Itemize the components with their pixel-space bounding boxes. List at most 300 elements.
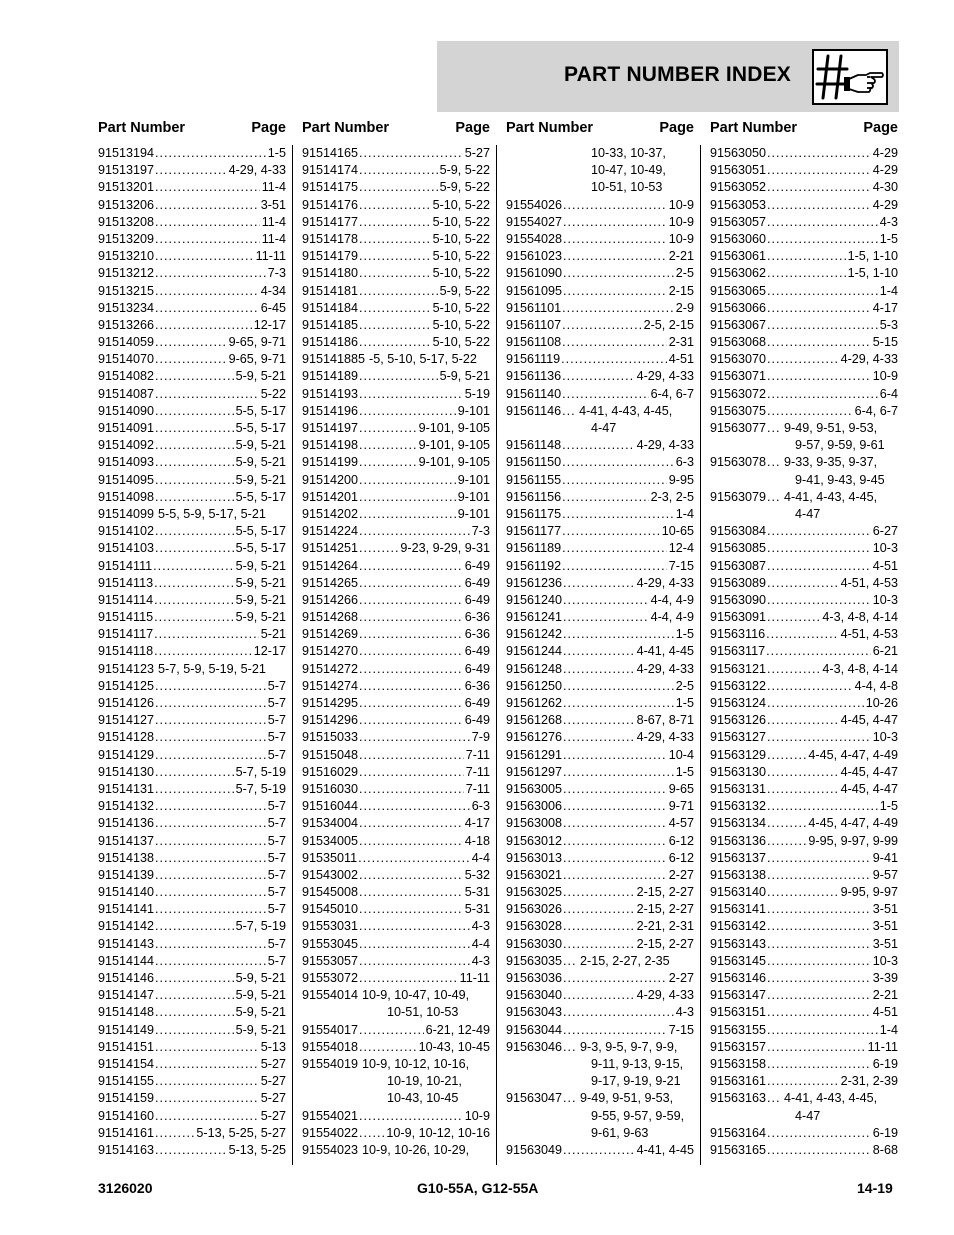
- index-entry: [506, 970, 694, 987]
- part-number: 91563047: [506, 1091, 563, 1106]
- page-reference: 10-65: [661, 524, 694, 539]
- page-reference: 5-5, 5-17: [235, 489, 286, 504]
- index-entry: [302, 489, 490, 506]
- index-entry: [710, 1090, 898, 1107]
- page-reference: 5-5, 5-17: [235, 421, 286, 435]
- entry-continuation: [506, 1125, 694, 1142]
- page-reference: 5-27: [260, 1091, 286, 1106]
- index-column: [710, 118, 898, 1159]
- page-reference: 10-9, 10-12, 10-16,: [362, 1056, 470, 1071]
- dot-leader: [767, 678, 853, 695]
- dot-leader: [561, 351, 667, 368]
- page-reference: 6-36: [464, 610, 490, 625]
- dot-leader: [155, 248, 254, 265]
- part-number: 91563157: [710, 1039, 767, 1054]
- part-number: 91514125: [98, 678, 155, 693]
- part-number: 91514193: [302, 386, 359, 401]
- page-reference: 4-51, 4-53: [840, 575, 898, 590]
- part-number: 91561177: [506, 524, 562, 539]
- index-entry: [506, 265, 694, 282]
- dot-leader: [563, 970, 667, 987]
- page-reference: 2-15, 2-27: [636, 885, 694, 900]
- dot-leader: [155, 317, 252, 334]
- part-number: 91514224: [302, 524, 359, 539]
- page-reference: 4-51: [668, 352, 694, 367]
- index-entry: [506, 437, 694, 454]
- dot-leader: [767, 729, 871, 746]
- dot-leader: [767, 386, 878, 403]
- dot-leader: [562, 489, 648, 506]
- part-number: 91563006: [506, 799, 563, 814]
- dot-leader: [767, 179, 871, 196]
- part-number: 91561107: [506, 317, 562, 332]
- page-reference: 9-49, 9-51, 9-53,: [580, 1091, 674, 1106]
- dot-leader: [359, 729, 470, 746]
- index-entry: [302, 884, 490, 901]
- dot-leader: [563, 1004, 674, 1021]
- dot-leader: [359, 214, 431, 231]
- part-number: 91563060: [710, 231, 767, 246]
- index-entry: [302, 712, 490, 729]
- index-entry: [302, 540, 490, 557]
- dot-leader: [767, 936, 871, 953]
- dot-leader: [155, 781, 234, 798]
- part-number: 91514141: [98, 902, 155, 917]
- page-reference: 6-49: [464, 661, 490, 676]
- part-number: 91514148: [98, 1005, 155, 1020]
- part-number: 91554014: [302, 988, 359, 1003]
- page-reference: 5-31: [464, 902, 490, 917]
- part-number: 91563036: [506, 971, 563, 985]
- index-entry: [98, 300, 286, 317]
- index-entry: [98, 953, 286, 970]
- part-number: 91563021: [506, 867, 563, 882]
- dot-leader: [766, 643, 871, 660]
- part-number: 91561150: [506, 455, 562, 470]
- index-entry: [98, 1056, 286, 1073]
- dot-leader: [767, 609, 820, 626]
- part-number: 91554018: [302, 1039, 359, 1054]
- dot-leader: [359, 386, 463, 403]
- part-number: 91563146: [710, 971, 767, 985]
- index-entry: [98, 368, 286, 385]
- index-entry: [710, 368, 898, 385]
- page-reference: 4-29, 4-33: [840, 352, 898, 367]
- page-reference: 9-33, 9-35, 9-37,: [784, 455, 878, 470]
- dot-leader: [562, 540, 667, 557]
- page-reference: 4-29, 4-33: [636, 988, 694, 1003]
- index-entry: [710, 936, 898, 953]
- page-reference: 1-5, 1-10: [847, 249, 898, 264]
- part-number: 91563161: [710, 1074, 767, 1089]
- dot-leader: [359, 523, 470, 540]
- index-entry: [710, 643, 898, 660]
- index-entry: [98, 420, 286, 437]
- index-entry: [710, 1056, 898, 1073]
- part-number: 91563053: [710, 197, 767, 212]
- index-entry: [98, 540, 286, 557]
- page-reference: 4-57: [668, 816, 694, 831]
- index-entry: [98, 317, 286, 334]
- part-number: 91563005: [506, 781, 563, 796]
- dot-leader: [359, 575, 463, 592]
- index-entry: [98, 231, 286, 248]
- part-number: 91563137: [710, 850, 767, 865]
- page-reference: 5-7, 5-19: [235, 781, 286, 796]
- part-number: 91563143: [710, 936, 767, 951]
- page-reference: 6-49: [464, 713, 490, 728]
- dot-leader: [563, 953, 577, 970]
- page-reference: 9-23, 9-29, 9-31: [400, 541, 490, 556]
- dot-leader: [359, 918, 470, 935]
- part-number: 91563126: [710, 713, 767, 728]
- part-number: 91515033: [302, 730, 359, 745]
- dot-leader: [767, 368, 871, 385]
- index-column: [98, 118, 286, 1159]
- part-number: 91563165: [710, 1142, 767, 1157]
- part-number: 91514127: [98, 713, 155, 728]
- part-number: 91561262: [506, 696, 563, 710]
- index-entry: [98, 1090, 286, 1107]
- column-header: [710, 118, 898, 145]
- dot-leader: [767, 953, 871, 970]
- page-reference: 5-19: [464, 386, 490, 401]
- dot-leader: [155, 1142, 227, 1159]
- part-number: 91561175: [506, 506, 562, 521]
- part-number: 91514117: [98, 627, 154, 642]
- index-entry: [710, 1004, 898, 1021]
- part-number: 91514059: [98, 335, 155, 350]
- dot-leader: [359, 472, 456, 489]
- page-reference: 5-13: [260, 1039, 286, 1054]
- index-entry: [506, 558, 694, 575]
- dot-leader: [359, 231, 431, 248]
- part-number: 91514082: [98, 369, 155, 384]
- dot-leader: [155, 420, 234, 437]
- dot-leader: [359, 1039, 417, 1056]
- dot-leader: [155, 1090, 259, 1107]
- index-entry: [302, 575, 490, 592]
- part-number: 91563136: [710, 833, 767, 848]
- entry-list: [506, 145, 694, 1159]
- index-entry: [506, 214, 694, 231]
- index-entry: [710, 1039, 898, 1056]
- dot-leader: [359, 609, 463, 626]
- page-reference: 4-41, 4-43, 4-45,: [784, 1091, 878, 1106]
- column-header: [98, 118, 286, 145]
- dot-leader: [359, 248, 431, 265]
- page-reference: 4-18: [464, 833, 490, 848]
- page-reference: 9-101, 9-105: [418, 455, 490, 470]
- dot-leader: [767, 214, 878, 231]
- page-reference: 9-95, 9-97, 9-99: [808, 833, 898, 848]
- index-entry: [506, 936, 694, 953]
- part-number: 91563124: [710, 696, 767, 710]
- index-entry: [98, 145, 286, 162]
- part-number: 91514185: [302, 317, 359, 332]
- entry-continuation: [302, 1073, 490, 1090]
- index-entry: [710, 334, 898, 351]
- page-reference: 1-5: [267, 146, 286, 160]
- index-entry: [506, 712, 694, 729]
- dot-leader: [563, 918, 635, 935]
- dot-leader: [767, 1004, 871, 1021]
- part-number: 91514181: [302, 283, 359, 298]
- dot-leader: [358, 850, 470, 867]
- part-number: 91563028: [506, 919, 563, 934]
- page-reference: 4-45, 4-47: [840, 764, 898, 779]
- part-number: 91514196: [302, 403, 359, 418]
- dot-leader: [563, 1039, 577, 1056]
- part-number: 91563052: [710, 180, 767, 195]
- part-number: 91563117: [710, 644, 766, 659]
- dot-leader: [155, 918, 234, 935]
- page-reference: 1-5: [675, 696, 694, 710]
- index-entry: [506, 386, 694, 403]
- index-entry: [302, 850, 490, 867]
- page-reference: 4-3: [675, 1005, 694, 1020]
- index-entry: [506, 334, 694, 351]
- index-entry: [98, 437, 286, 454]
- dot-leader: [767, 231, 878, 248]
- part-number: 91561140: [506, 386, 562, 401]
- page-reference: 10-9: [872, 369, 898, 384]
- page-reference: 5-7: [267, 867, 286, 882]
- dot-leader: [155, 265, 266, 282]
- part-number: 91563035: [506, 953, 563, 968]
- part-number: 91563077: [710, 421, 767, 435]
- index-entry: [506, 403, 694, 420]
- page-reference: 5-9, 5-21: [235, 971, 286, 985]
- part-number: 91514175: [302, 180, 359, 195]
- entry-continuation: [506, 420, 694, 437]
- index-entry: [710, 420, 898, 437]
- page-reference: 5-32: [464, 867, 490, 882]
- part-number: 91563164: [710, 1125, 767, 1140]
- dot-leader: [563, 867, 667, 884]
- page-reference: 5-9, 5-21: [235, 575, 286, 590]
- page-reference: 9-65: [668, 781, 694, 796]
- page-reference: 2-27: [668, 867, 694, 882]
- index-entry: [98, 798, 286, 815]
- page-reference: 6-21, 12-49: [425, 1022, 490, 1037]
- document-number: 3126020: [98, 1180, 153, 1196]
- part-number: 91563087: [710, 558, 767, 573]
- dot-leader: [359, 197, 431, 214]
- index-entry: [98, 506, 286, 523]
- part-number: 91563089: [710, 575, 767, 590]
- page-reference: 5-7: [267, 953, 286, 968]
- page-reference: 10-9: [668, 214, 694, 229]
- index-entry: [98, 661, 286, 678]
- page-reference: 9-41: [872, 850, 898, 865]
- page-reference: 10-9, 10-47, 10-49,: [362, 988, 470, 1003]
- index-entry: [710, 300, 898, 317]
- part-number: 91514179: [302, 249, 359, 264]
- index-entry: [302, 747, 490, 764]
- page-reference: 2-21: [668, 249, 694, 264]
- index-entry: [302, 867, 490, 884]
- page-reference: 6-12: [668, 850, 694, 865]
- dot-leader: [563, 712, 635, 729]
- index-entry: [302, 970, 490, 987]
- dot-leader: [359, 781, 464, 798]
- page-title: PART NUMBER INDEX: [564, 63, 792, 86]
- page-reference: 6-49: [464, 644, 490, 659]
- page-reference: 5-9, 5-21: [235, 455, 286, 470]
- page-reference: 5-7: [267, 730, 286, 745]
- dot-leader: [359, 403, 456, 420]
- part-number: 91561148: [506, 438, 562, 453]
- page-header: Page: [251, 120, 286, 136]
- dot-leader: [767, 1056, 871, 1073]
- dot-leader: [563, 850, 667, 867]
- page-reference: 8-68: [872, 1142, 898, 1157]
- page-reference: 7-15: [668, 1022, 694, 1037]
- index-entry: [710, 386, 898, 403]
- page-reference: 4-3, 4-8, 4-14: [822, 610, 898, 625]
- part-number: 91563025: [506, 885, 563, 900]
- dot-leader: [767, 162, 871, 179]
- index-entry: [506, 231, 694, 248]
- part-number: 91514115: [98, 610, 154, 625]
- hash-pointing-hand-icon: [812, 49, 888, 105]
- column-divider: [700, 145, 701, 1165]
- part-number: 91514161: [98, 1125, 155, 1140]
- page-number: 14-19: [857, 1180, 893, 1196]
- page-reference: 4-29, 4-33: [228, 163, 286, 178]
- part-number: 91515048: [302, 747, 359, 762]
- page-reference: 4-45, 4-47: [840, 781, 898, 796]
- index-entry: [506, 1022, 694, 1039]
- page-reference: 5-7: [267, 747, 286, 762]
- index-entry: [710, 609, 898, 626]
- page-reference: 6-12: [668, 833, 694, 848]
- part-number: 91514264: [302, 558, 359, 573]
- page-reference: 4-17: [464, 816, 490, 831]
- index-entry: [98, 850, 286, 867]
- part-number: 91563012: [506, 833, 563, 848]
- index-entry: [98, 626, 286, 643]
- part-number: 91514147: [98, 988, 155, 1003]
- part-number: 91561108: [506, 335, 562, 350]
- part-number: 91561291: [506, 747, 563, 762]
- entry-continuation: [506, 1108, 694, 1125]
- index-entry: [302, 1108, 490, 1125]
- index-entry: [98, 609, 286, 626]
- index-entry: [98, 1004, 286, 1021]
- part-number: 91554022: [302, 1125, 359, 1140]
- page-reference: 3-39: [872, 971, 898, 985]
- index-entry: [98, 970, 286, 987]
- part-number: 91561297: [506, 764, 563, 779]
- dot-leader: [767, 197, 871, 214]
- page-reference: 4-29, 4-33: [636, 438, 694, 453]
- part-number: 91514270: [302, 644, 359, 659]
- index-entry: [506, 540, 694, 557]
- part-number: 91514132: [98, 799, 155, 814]
- page-reference: 6-4: [879, 386, 898, 401]
- part-number: 91514130: [98, 764, 155, 779]
- page-reference: 5-13, 5-25, 5-27: [196, 1125, 286, 1140]
- part-number: 91514126: [98, 696, 155, 710]
- part-number: 91563147: [710, 988, 767, 1003]
- index-entry: [710, 884, 898, 901]
- index-entry: [506, 300, 694, 317]
- part-number: 91514184: [302, 300, 359, 315]
- page-reference: 10-9, 10-12, 10-16: [386, 1125, 490, 1140]
- entry-continuation: [506, 179, 694, 196]
- title-banner: [437, 41, 899, 112]
- dot-leader: [155, 1039, 259, 1056]
- index-entry: [98, 334, 286, 351]
- page-reference: 4-4, 4-9: [650, 610, 694, 625]
- page-header: Page: [455, 120, 490, 136]
- entry-continuation: [302, 1004, 490, 1021]
- page-reference: 5-27: [464, 146, 490, 160]
- page-reference: 9-101: [457, 506, 490, 521]
- page-reference: 2-15, 2-27: [636, 936, 694, 951]
- part-number: 91535011: [302, 850, 358, 865]
- entry-list: [302, 145, 490, 1159]
- index-entry: [98, 472, 286, 489]
- part-number: 91514093: [98, 455, 155, 470]
- dot-leader: [767, 248, 846, 265]
- part-number-header: Part Number: [710, 120, 798, 136]
- part-number: 91514165: [302, 146, 359, 160]
- index-entry: [710, 454, 898, 471]
- page-reference: 6-19: [872, 1125, 898, 1140]
- index-entry: [98, 351, 286, 368]
- page-reference: 10-3: [872, 730, 898, 745]
- part-number: 91514087: [98, 386, 155, 401]
- index-entry: [302, 626, 490, 643]
- part-number: 91553057: [302, 953, 359, 968]
- index-entry: [710, 351, 898, 368]
- part-number: 91514114: [98, 592, 154, 607]
- part-number: 91514129: [98, 747, 155, 762]
- part-number: 91563091: [710, 610, 767, 625]
- index-entry: [506, 850, 694, 867]
- page-reference: 5-10, 5-22: [432, 335, 490, 350]
- dot-leader: [359, 437, 417, 454]
- dot-leader: [155, 351, 227, 368]
- part-number: 91563142: [710, 919, 767, 934]
- dot-leader: [767, 712, 839, 729]
- dot-leader: [767, 558, 871, 575]
- part-number: 91563075: [710, 403, 767, 418]
- page-reference: 9-49, 9-51, 9-53,: [784, 421, 878, 435]
- part-number: 91563155: [710, 1022, 767, 1037]
- page-reference: 10-26: [865, 696, 898, 710]
- part-number: 91563013: [506, 850, 563, 865]
- part-number: 91514180: [302, 266, 359, 281]
- part-number-header: Part Number: [302, 120, 390, 136]
- index-entry: [302, 1125, 490, 1142]
- part-number: 91563068: [710, 335, 767, 350]
- page-reference: 5-9, 5-21: [235, 1022, 286, 1037]
- index-entry: [710, 283, 898, 300]
- dot-leader: [563, 764, 674, 781]
- index-entry: [710, 489, 898, 506]
- dot-leader: [154, 609, 233, 626]
- index-entry: [710, 179, 898, 196]
- index-entry: [98, 454, 286, 471]
- page-reference: 6-3: [675, 455, 694, 470]
- dot-leader: [563, 592, 649, 609]
- part-number: 91514151: [98, 1039, 155, 1054]
- part-number: 91563130: [710, 764, 767, 779]
